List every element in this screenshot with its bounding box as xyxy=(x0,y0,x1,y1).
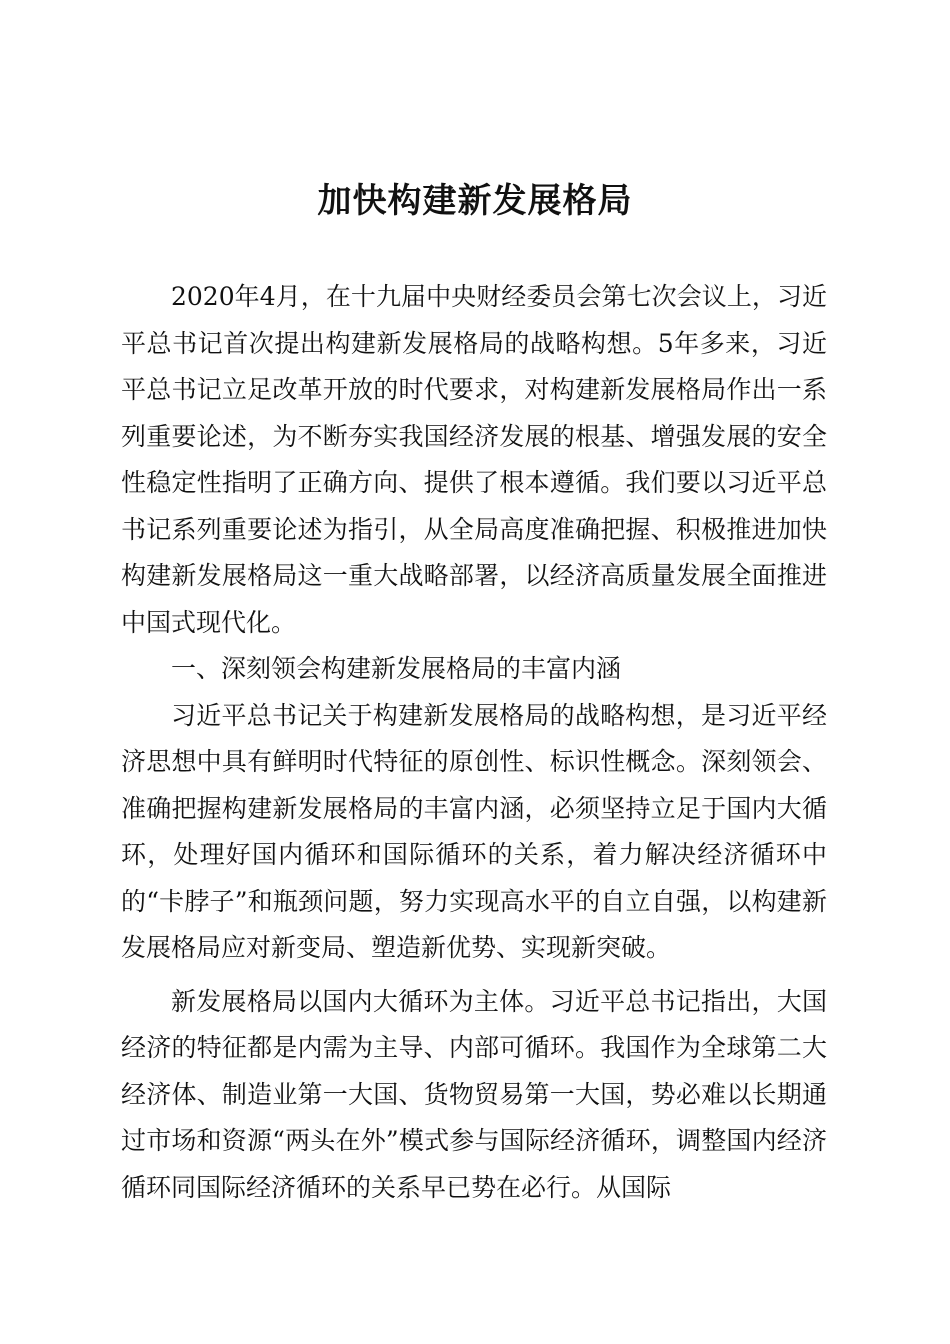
section-paragraph: 新发展格局以国内大循环为主体。习近平总书记指出，大国经济的特征都是内需为主导、内部可循环。我国作为全球第二大经济体、制造业第一大国、货物贸易第一大国，势必难以长期通过市场和资源“两头在外”模式参与国际经济循环，调整国内经济循环同国际经济循环的关系早已势在必行。从国际 xyxy=(121,986,827,1202)
section-paragraph: 习近平总书记关于构建新发展格局的战略构想，是习近平经济思想中具有鲜明时代特征的原创性、标识性概念。深刻领会、准确把握构建新发展格局的丰富内涵，必须坚持立足于国内大循环，处理好国内循环和国际循环的关系，着力解决经济循环中的“卡脖子”和瓶颈问题，努力实现高水平的自立自强，以构建新发展格局应对新变局、塑造新优势、实现新突破。 xyxy=(121,700,827,962)
section-heading: 一、深刻领会构建新发展格局的丰富内涵 xyxy=(171,654,622,683)
document-title: 加快构建新发展格局 xyxy=(317,181,633,221)
document-body xyxy=(121,274,827,1211)
intro-paragraph: 2020年4月，在十九届中央财经委员会第七次会议上，习近平总书记首次提出构建新发展格局的战略构想。5年多来，习近平总书记立足改革开放的时代要求，对构建新发展格局作出一系列重要论述，为不断夯实我国经济发展的根基、增强发展的安全性稳定性指明了正确方向、提供了根本遵循。我们要以习近平总书记系列重要论述为指引，从全局高度准确把握、积极推进加快构建新发展格局这一重大战略部署，以经济高质量发展全面推进中国式现代化。 xyxy=(121,282,827,637)
